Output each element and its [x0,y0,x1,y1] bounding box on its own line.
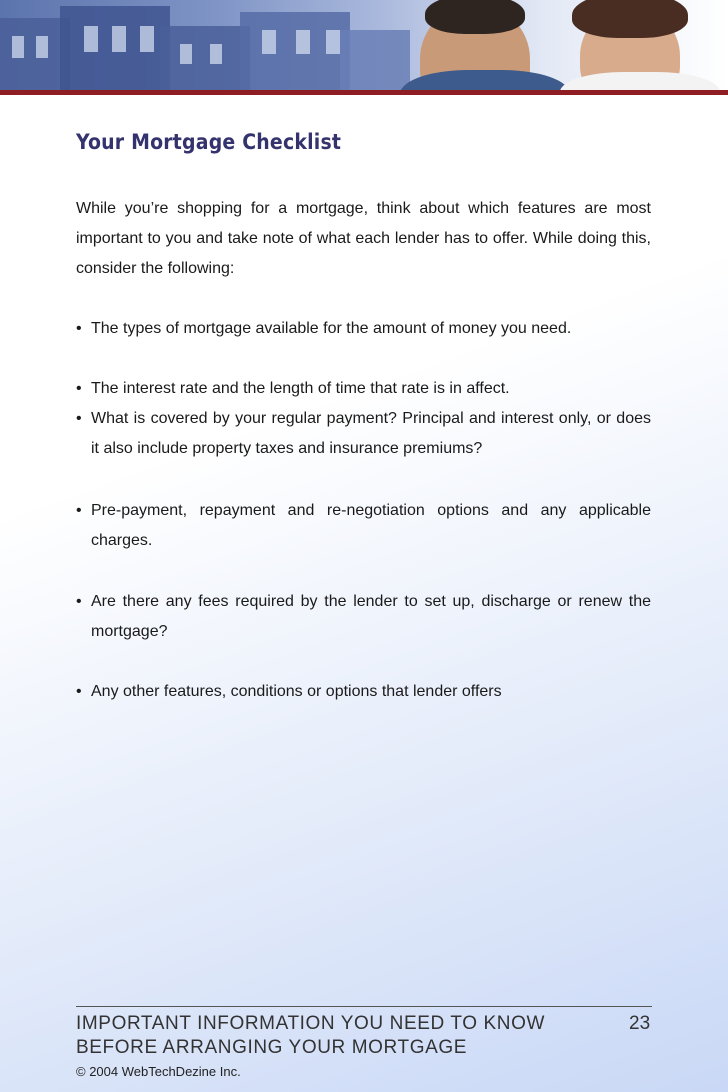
footer-title-line2: BEFORE ARRANGING YOUR MORTGAGE [76,1037,468,1058]
intro-paragraph: While you’re shopping for a mortgage, think about which features are most important to you and take note of what each lender has to offer. While doing this, consider the following: [76,200,651,277]
list-item-text: The types of mortgage available for the amount of money you need. [91,320,572,337]
bullet-marker: • [76,380,82,397]
list-item [76,677,651,707]
footer-divider [76,1006,652,1007]
header-divider [0,90,728,95]
footer-title-line1: IMPORTANT INFORMATION YOU NEED TO KNOW [76,1013,545,1034]
list-item [76,404,651,464]
page-number: 23 [629,1013,651,1034]
header-banner-image [0,0,728,90]
list-item [76,587,651,647]
bullet-marker: • [76,593,82,610]
bullet-marker: • [76,502,82,519]
bullet-marker: • [76,320,82,337]
list-item [76,496,651,556]
list-item [76,374,651,404]
list-item-text: The interest rate and the length of time that rate is in affect. [91,380,510,397]
bullet-marker: • [76,410,82,427]
list-item-text: Pre-payment, repayment and re-negotiation options and any applicable charges. [91,502,651,549]
bullet-marker: • [76,683,82,700]
list-item-text: Any other features, conditions or options that lender offers [91,683,502,700]
list-item-text: Are there any fees required by the lender to set up, discharge or renew the mortgage? [91,593,651,640]
list-item-text: What is covered by your regular payment? Principal and interest only, or does it also include property taxes and insurance premiums? [91,410,651,457]
page-title: Your Mortgage Checklist [76,130,342,154]
list-item [76,314,651,344]
copyright-notice: © 2004 WebTechDezine Inc. [76,1064,241,1079]
